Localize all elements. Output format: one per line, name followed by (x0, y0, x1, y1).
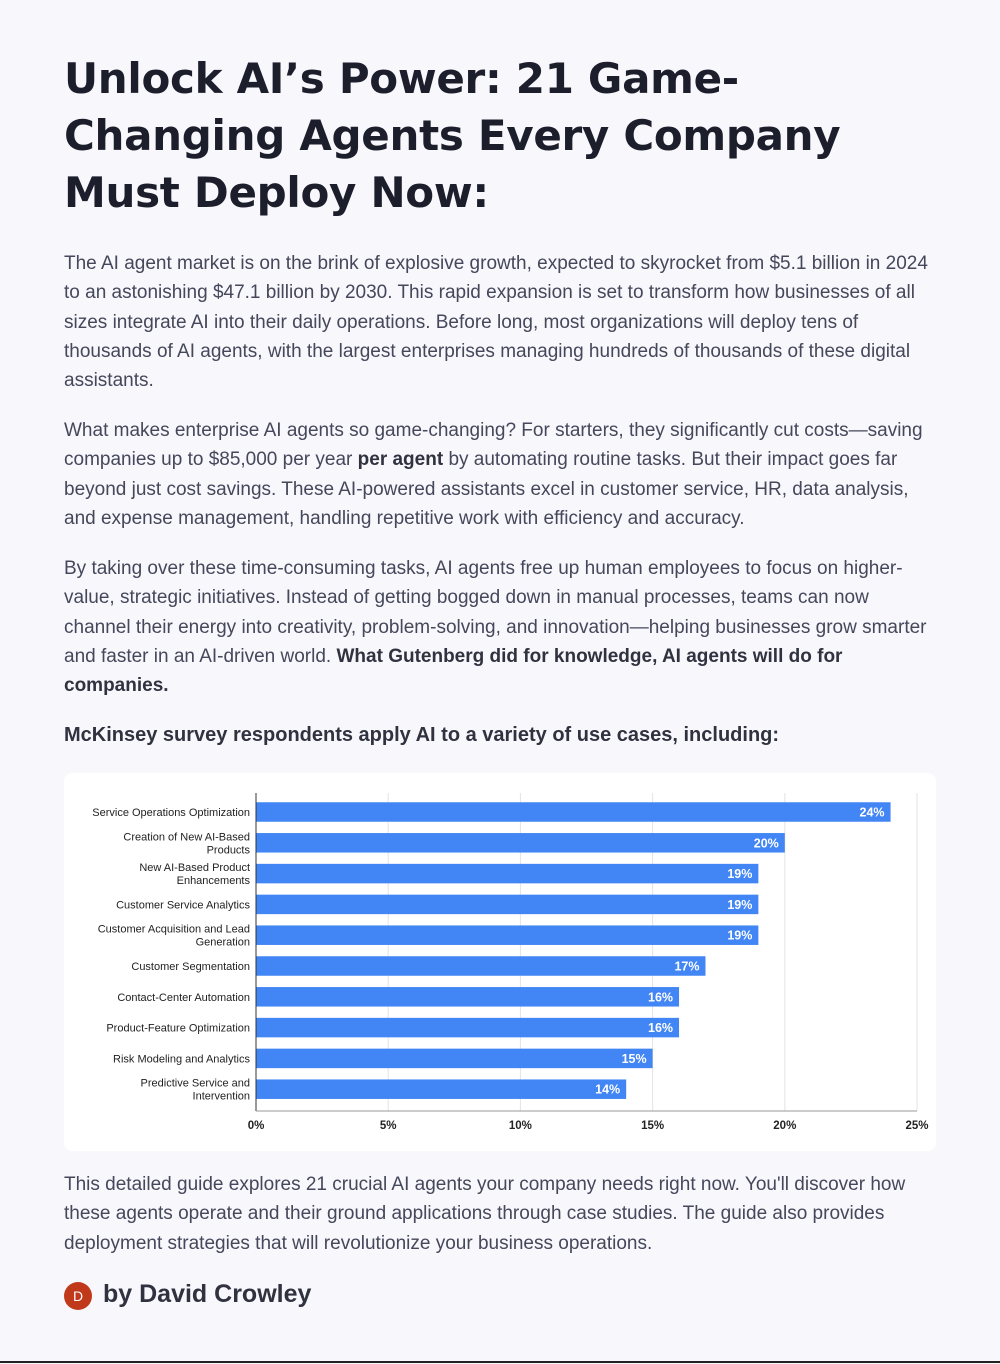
category-label: Products (206, 844, 250, 857)
bar-value-label: 16% (648, 990, 674, 1005)
use-case-chart (64, 773, 936, 1151)
bar (256, 956, 705, 976)
category-label: Intervention (192, 1090, 250, 1103)
impact-paragraph-text: By taking over these time-consuming tasks, AI agents free up human employees to focus on higher-value, strategic initiatives. Instead of getting bogged down in manual processes, teams can now channel their energy into creativity, problem-solving, and innovation—helping businesses grow smarter and faster in an AI-driven world. (64, 558, 927, 667)
chart-lead-heading: McKinsey survey respondents apply AI to a variety of use cases, including: (64, 724, 780, 746)
bar (256, 864, 758, 884)
intro-paragraph: The AI agent market is on the brink of explosive growth, expected to skyrocket from $5.1 billion in 2024 to an astonishing $47.1 billion by 2030. This rapid expansion is set to transform how businesses of all sizes integrate AI into their daily operations. Before long, most organizations will deploy tens of thousands of AI agents, with the largest enterprises managing hundreds of thousands of these digital assistants. (64, 253, 928, 392)
x-tick-label: 5% (379, 1120, 397, 1132)
bar (256, 1049, 653, 1069)
bar-value-label: 17% (674, 959, 700, 974)
author-avatar: D (64, 1282, 92, 1310)
author-name: by David Crowley (103, 1279, 312, 1308)
category-label: Enhancements (176, 875, 250, 888)
category-label: Generation (195, 936, 250, 949)
impact-paragraph (64, 554, 936, 700)
category-label: Service Operations Optimization (92, 807, 250, 819)
category-label: Risk Modeling and Analytics (113, 1053, 250, 1066)
x-tick-label: 15% (641, 1120, 665, 1132)
cost-paragraph-text-2: by automating routine tasks. But their impact goes far beyond just cost savings. These AI-powered assistants excel in customer service, HR, data analysis, and expense management, handling repetitive work with efficiency and accuracy. (64, 449, 909, 529)
author-byline (64, 1276, 311, 1312)
category-label: Customer Service Analytics (116, 899, 250, 912)
x-tick-label: 25% (905, 1120, 929, 1132)
category-label: Product-Feature Optimization (106, 1022, 250, 1035)
bar-value-label: 14% (595, 1082, 621, 1097)
x-tick-label: 20% (773, 1120, 797, 1132)
category-label: Predictive Service and (140, 1077, 250, 1090)
bar-value-label: 16% (648, 1021, 674, 1036)
bar (256, 987, 679, 1007)
cost-paragraph-text-1: What makes enterprise AI agents so game-changing? For starters, they significantly cut costs—saving companies up to $85,000 per year (64, 420, 923, 471)
bar (256, 833, 785, 853)
bar (256, 802, 891, 822)
bar (256, 895, 758, 915)
bar-value-label: 15% (621, 1051, 647, 1066)
bar-value-label: 19% (727, 928, 753, 943)
bar (256, 1018, 679, 1038)
category-label: Creation of New AI-Based (123, 831, 250, 844)
bar (256, 925, 758, 945)
category-label: Contact-Center Automation (117, 991, 250, 1004)
x-tick-label: 0% (247, 1120, 265, 1132)
bar-chart-svg (64, 773, 936, 1151)
cost-paragraph (64, 416, 936, 533)
guide-paragraph: This detailed guide explores 21 crucial AI agents your company needs right now. You'll discover how these agents operate and their ground applications through case studies. The guide also provides deployment strategies that will revolutionize your business operations. (64, 1174, 906, 1254)
bar-value-label: 20% (753, 836, 779, 851)
page-bottom-divider (0, 1361, 1000, 1363)
category-label: Customer Segmentation (131, 961, 250, 973)
article-title: Unlock AI’s Power: 21 Game-Changing Agents Every Company Must Deploy Now: (64, 54, 841, 217)
category-label: Customer Acquisition and Lead (97, 923, 250, 936)
bar-value-label: 24% (859, 805, 885, 820)
bar (256, 1079, 626, 1099)
bar-value-label: 19% (727, 867, 753, 882)
category-label: New AI-Based Product (139, 862, 250, 875)
x-tick-label: 10% (508, 1120, 532, 1132)
bar-value-label: 19% (727, 897, 753, 912)
cost-paragraph-emphasis: per agent (357, 449, 444, 471)
impact-paragraph-emphasis: What Gutenberg did for knowledge, AI agents will do for companies. (64, 645, 843, 697)
